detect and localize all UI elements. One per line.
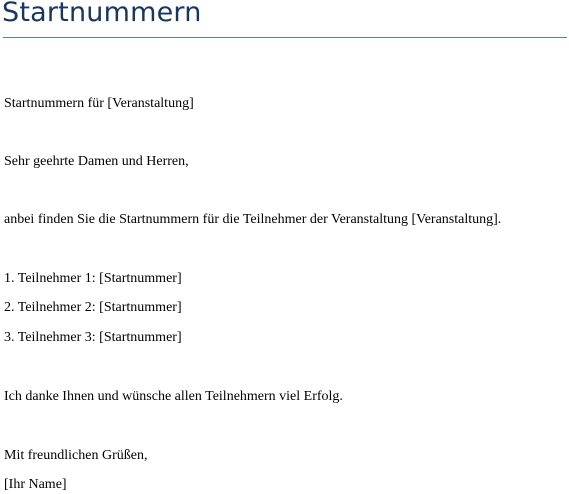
- document-title: Startnummern: [2, 0, 202, 28]
- signature-line: [Ihr Name]: [4, 477, 67, 492]
- list-item: 3. Teilnehmer 3: [Startnummer]: [4, 330, 182, 345]
- subject-line: Startnummern für [Veranstaltung]: [4, 96, 194, 111]
- salutation-line: Sehr geehrte Damen und Herren,: [4, 154, 189, 169]
- list-item: 1. Teilnehmer 1: [Startnummer]: [4, 271, 182, 286]
- intro-paragraph: anbei finden Sie die Startnummern für die Teilnehmer der Veranstaltung [Veranstaltung].: [4, 212, 502, 227]
- title-divider: [3, 37, 567, 38]
- list-item: 2. Teilnehmer 2: [Startnummer]: [4, 300, 182, 315]
- sign-off-line: Mit freundlichen Grüßen,: [4, 448, 148, 463]
- closing-sentence: Ich danke Ihnen und wünsche allen Teilnehmern viel Erfolg.: [4, 389, 343, 404]
